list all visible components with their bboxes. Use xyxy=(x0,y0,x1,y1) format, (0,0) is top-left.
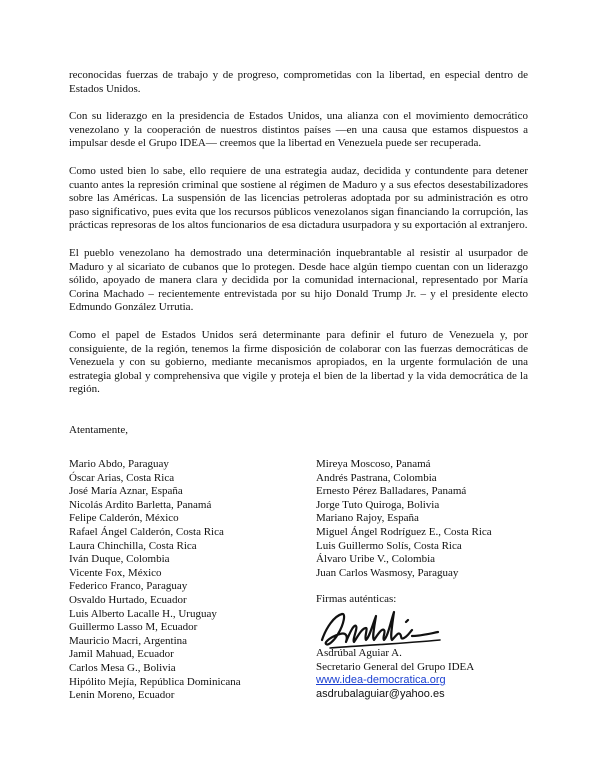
signatures-label: Firmas auténticas: xyxy=(316,593,397,605)
letter-body xyxy=(69,69,528,411)
signatory-name: Jamil Mahuad, Ecuador xyxy=(69,648,174,661)
signatory-name: Mauricio Macri, Argentina xyxy=(69,634,188,647)
signatory-name: Mireya Moscoso, Panamá xyxy=(316,458,431,470)
signatory-name: Osvaldo Hurtado, Ecuador xyxy=(69,593,187,606)
signatory-name: Álvaro Uribe V., Colombia xyxy=(316,553,436,566)
signatory-name: Miguel Ángel Rodríguez E., Costa Rica xyxy=(316,525,492,538)
signatory-name: Ernesto Pérez Balladares, Panamá xyxy=(316,485,467,498)
signatory-name: Vicente Fox, México xyxy=(69,566,162,579)
signatory-name: Lenin Moreno, Ecuador xyxy=(69,689,175,702)
signatory-name: Rafael Ángel Calderón, Costa Rica xyxy=(69,525,224,538)
signatory-name: Carlos Mesa G., Bolivia xyxy=(69,661,176,674)
signer-title: Secretario General del Grupo IDEA xyxy=(316,660,475,673)
signatory-name: Federico Franco, Paraguay xyxy=(69,580,188,593)
signatory-name: Mario Abdo, Paraguay xyxy=(69,458,169,470)
signatory-name: Juan Carlos Wasmosy, Paraguay xyxy=(316,566,459,579)
signatory-name: Hipólito Mejía, República Dominicana xyxy=(69,675,241,688)
signatory-name: Guillermo Lasso M, Ecuador xyxy=(69,621,198,634)
signatory-name: Óscar Arias, Costa Rica xyxy=(69,471,175,484)
paragraph: Como usted bien lo sabe, ello requiere de una estrategia audaz, decidida y contundente para detener cuanto antes la represión criminal que sostiene al régimen de Maduro y a sus efectos desestabilizadores sobre las Américas. La suspensión de las licencias petroleras adoptada por su administración es otro paso significativo, pues evita que los recursos públicos venezolanos sigan financiando la corrupción, las prácticas represoras de los altos funcionarios de esa dictadura usurpadora y su exportación al extranjero. xyxy=(69,164,528,232)
signatories-right-column xyxy=(316,458,546,580)
signatory-name: José María Aznar, España xyxy=(69,485,183,498)
signature-section xyxy=(316,593,556,607)
signatory-name: Laura Chinchilla, Costa Rica xyxy=(69,539,197,552)
website-link[interactable]: www.idea-democratica.org xyxy=(316,674,446,687)
signatory-name: Felipe Calderón, México xyxy=(69,512,179,525)
signatories-left-column xyxy=(69,458,299,703)
signatory-name: Luis Guillermo Solís, Costa Rica xyxy=(316,539,462,552)
handwritten-signature xyxy=(316,606,446,652)
paragraph: El pueblo venezolano ha demostrado una determinación inquebrantable al resistir al usurpador de Maduro y al sicariato de cubanos que lo protegen. Desde hace algún tiempo cuentan con un liderazgo sólido, apoyado de manera clara y decidida por la comunidad internacional, representado por María Corina Machado – recientemente entrevistada por su hijo Donald Trump Jr. – y el presidente electo Edmundo González Urrutia. xyxy=(69,246,528,314)
closing-salutation: Atentamente, xyxy=(69,424,128,436)
signatory-name: Nicolás Ardito Barletta, Panamá xyxy=(69,498,212,511)
email-address: asdrubalaguiar@yahoo.es xyxy=(316,687,445,700)
signer-name: Asdrúbal Aguiar A. xyxy=(316,647,402,659)
signatory-name: Andrés Pastrana, Colombia xyxy=(316,471,437,484)
paragraph: Con su liderazgo en la presidencia de Estados Unidos, una alianza con el movimiento democrático venezolano y la cooperación de nuestros distintos países —en una causa que estamos dispuestos a impulsar desde el Grupo IDEA— creemos que la libertad en Venezuela puede ser recuperada. xyxy=(69,110,528,150)
signatory-name: Jorge Tuto Quiroga, Bolivia xyxy=(316,498,440,511)
paragraph: reconocidas fuerzas de trabajo y de progreso, comprometidas con la libertad, en especial dentro de Estados Unidos. xyxy=(69,69,528,95)
signatory-name: Mariano Rajoy, España xyxy=(316,512,419,525)
signatory-name: Iván Duque, Colombia xyxy=(69,553,170,566)
signer-details xyxy=(316,647,474,701)
signatory-name: Luis Alberto Lacalle H., Uruguay xyxy=(69,607,217,620)
paragraph: Como el papel de Estados Unidos será determinante para definir el futuro de Venezuela y, por consiguiente, de la región, tenemos la firme disposición de colaborar con las fuerzas democráticas de Venezuela y con su gobierno, mediante mecanismos apropiados, en la urgente formulación de una estrategia global y comprehensiva que vigile y proteja el bien de la libertad y la vida democrática de la región. xyxy=(69,328,528,396)
